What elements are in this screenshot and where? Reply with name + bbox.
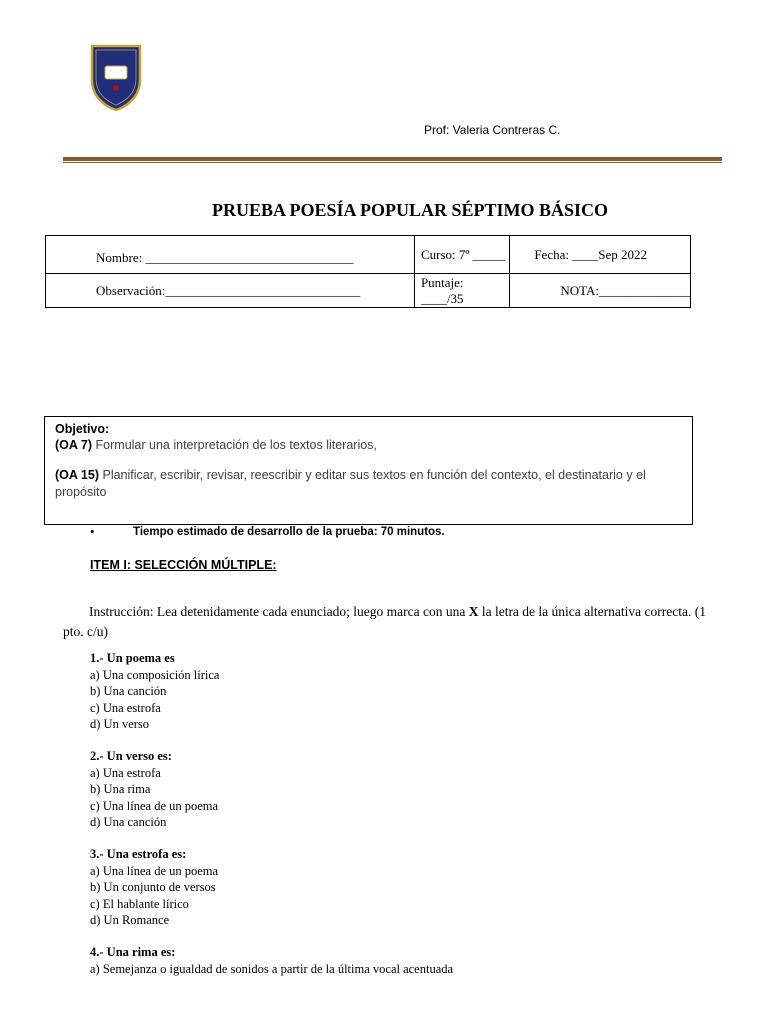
professor-name: Prof: Valeria Contreras C. bbox=[424, 123, 561, 137]
bullet-icon: • bbox=[90, 524, 95, 539]
school-logo bbox=[90, 44, 142, 112]
header-divider-thin bbox=[63, 162, 722, 163]
observation-field[interactable]: Observación:______________________________ bbox=[46, 274, 415, 308]
option-a[interactable]: a) Semejanza o igualdad de sonidos a partir de la última vocal acentuada bbox=[90, 961, 454, 976]
grade-field[interactable]: NOTA:______________ bbox=[510, 274, 691, 308]
instruction-after: la letra de la única alternativa correcta. (1 pto. c/u) bbox=[63, 604, 706, 639]
score-field[interactable]: Puntaje: ____/35 bbox=[414, 274, 509, 308]
option-d[interactable]: d) Un Romance bbox=[90, 913, 170, 927]
oa15-code: (OA 15) bbox=[55, 468, 99, 482]
course-field[interactable]: Curso: 7º _____ bbox=[414, 236, 509, 274]
instruction-before: Instrucción: Lea detenidamente cada enunciado; luego marca con una bbox=[89, 604, 469, 619]
option-c[interactable]: c) Una estrofa bbox=[90, 700, 161, 715]
question-heading: 1.- Un poema es bbox=[90, 651, 175, 665]
option-d[interactable]: d) Un verso bbox=[90, 717, 150, 731]
section-title: ITEM I: SELECCIÓN MÚLTIPLE: bbox=[90, 558, 277, 572]
objective-label: Objetivo: bbox=[55, 422, 110, 436]
objective-box bbox=[44, 416, 693, 525]
option-d[interactable]: d) Una canción bbox=[90, 815, 167, 829]
oa7-text: Formular una interpretación de los textos literarios, bbox=[95, 438, 377, 452]
option-a[interactable]: a) Una línea de un poema bbox=[90, 863, 219, 878]
question-heading: 3.- Una estrofa es: bbox=[90, 847, 187, 861]
instruction-mark: X bbox=[468, 604, 479, 619]
student-info-table bbox=[45, 235, 691, 308]
name-field[interactable]: Nombre: ________________________________ bbox=[46, 236, 415, 274]
question-heading: 2.- Un verso es: bbox=[90, 749, 172, 763]
option-b[interactable]: b) Una canción bbox=[90, 684, 167, 698]
question-1 bbox=[90, 650, 219, 733]
option-c[interactable]: c) El hablante lírico bbox=[90, 896, 189, 911]
question-3 bbox=[90, 846, 218, 929]
instruction-text bbox=[63, 602, 723, 642]
option-b[interactable]: b) Un conjunto de versos bbox=[90, 880, 216, 894]
page-title: PRUEBA POESÍA POPULAR SÉPTIMO BÁSICO bbox=[211, 200, 609, 220]
option-a[interactable]: a) Una composición lírica bbox=[90, 667, 220, 682]
option-a[interactable]: a) Una estrofa bbox=[90, 765, 161, 780]
question-heading: 4.- Una rima es: bbox=[90, 945, 176, 959]
time-note: Tiempo estimado de desarrollo de la prueba: 70 minutos. bbox=[133, 526, 445, 538]
question-4 bbox=[90, 944, 453, 977]
option-c[interactable]: c) Una línea de un poema bbox=[90, 798, 219, 813]
date-field[interactable]: Fecha: ____Sep 2022 bbox=[510, 236, 691, 274]
oa7-code: (OA 7) bbox=[55, 438, 93, 452]
question-2 bbox=[90, 748, 218, 831]
option-b[interactable]: b) Una rima bbox=[90, 782, 151, 796]
objective-oa15 bbox=[55, 467, 655, 501]
objective-oa7 bbox=[55, 438, 377, 452]
oa15-text: Planificar, escribir, revisar, reescribir y editar sus textos en función del contexto, el destinatario y el propósito bbox=[55, 468, 646, 499]
header-divider bbox=[63, 157, 722, 161]
